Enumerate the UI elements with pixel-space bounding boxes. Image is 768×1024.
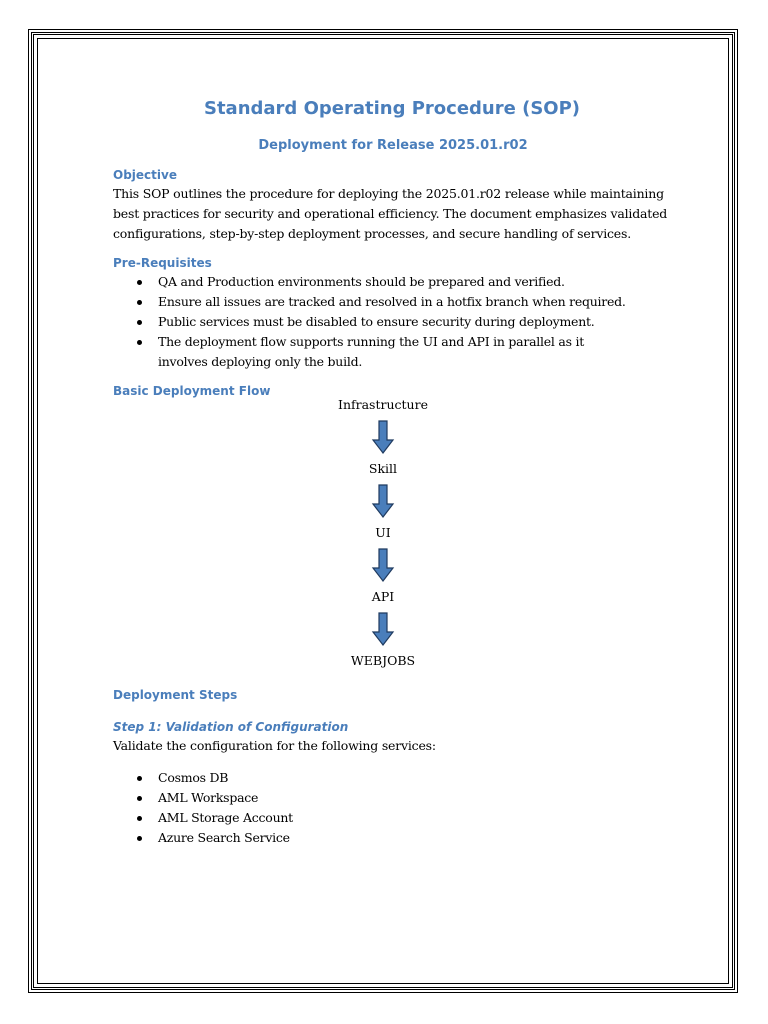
step1-heading: Step 1: Validation of Configuration (113, 720, 349, 734)
prerequisites-heading: Pre-Requisites (113, 256, 212, 270)
flow-step-label: Skill (368, 461, 398, 476)
list-item: Ensure all issues are tracked and resolved in a hotfix branch when required. (158, 292, 673, 312)
flow-step-label: API (371, 589, 395, 604)
flow-step-label: WEBJOBS (350, 653, 416, 668)
objective-line: best practices for security and operational efficiency. The document emphasizes validated (113, 206, 668, 221)
flow-heading: Basic Deployment Flow (113, 384, 271, 398)
down-arrow-icon (371, 612, 395, 646)
down-arrow-icon (371, 484, 395, 518)
objective-line: configurations, step-by-step deployment processes, and secure handling of services. (113, 226, 631, 241)
flow-step-label: Infrastructure (338, 397, 428, 412)
down-arrow-icon (371, 420, 395, 454)
objective-line: This SOP outlines the procedure for deploying the 2025.01.r02 release while maintaining (113, 186, 664, 201)
step1-intro: Validate the configuration for the following services: (113, 738, 436, 753)
list-item: Public services must be disabled to ensure security during deployment. (158, 312, 673, 332)
list-item: AML Workspace (158, 788, 673, 808)
page-title: Standard Operating Procedure (SOP) (203, 98, 581, 119)
list-item: Cosmos DB (158, 768, 673, 788)
document-body (113, 92, 673, 848)
objective-heading: Objective (113, 168, 177, 182)
list-item: QA and Production environments should be prepared and verified. (158, 272, 673, 292)
deployment-flow-diagram (113, 397, 673, 680)
list-item: AML Storage Account (158, 808, 673, 828)
page-subtitle: Deployment for Release 2025.01.r02 (258, 138, 528, 153)
flow-step-label: UI (375, 525, 391, 540)
deployment-steps-heading: Deployment Steps (113, 688, 238, 702)
prerequisites-list (113, 272, 673, 372)
list-item: The deployment flow supports running the UI and API in parallel as it involves deploying only the build. (158, 332, 628, 372)
list-item: Azure Search Service (158, 828, 673, 848)
step1-services-list (113, 768, 673, 848)
down-arrow-icon (371, 548, 395, 582)
